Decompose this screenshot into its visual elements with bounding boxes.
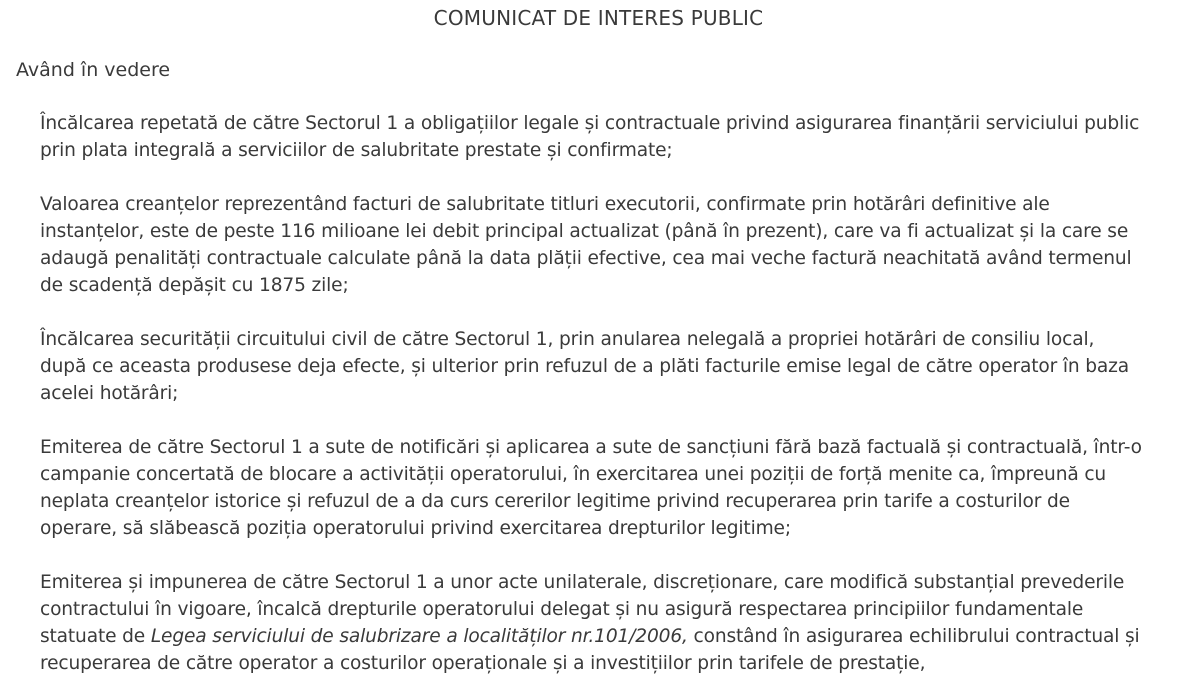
- intro-text: Având în vedere: [16, 59, 171, 81]
- paragraph-line: Încălcarea securității circuitului civil de către Sectorul 1, prin anularea nelegală a propriei hotărâri de consiliu local,: [40, 329, 1095, 350]
- paragraph-line: operare, să slăbească poziția operatorului privind exercitarea drepturilor legitime;: [40, 518, 791, 539]
- paragraph-line: recuperarea de către operator a costurilor operaționale și a investițiilor prin tarifele de prestație,: [40, 653, 926, 674]
- paragraph-line: de scadență depășit cu 1875 zile;: [40, 275, 349, 296]
- paragraph-line: după ce aceasta produsese deja efecte, și ulterior prin refuzul de a plăti facturile emise legal de către operator în baza: [40, 356, 1130, 377]
- paragraph-line: prin plata integrală a serviciilor de salubritate prestate și confirmate;: [40, 140, 673, 161]
- paragraph-line: Încălcarea repetată de către Sectorul 1 a obligațiilor legale și contractuale privind asigurarea finanțării serviciului public: [40, 113, 1140, 134]
- paragraph-5: [40, 569, 1190, 677]
- paragraph-1: [40, 110, 1190, 164]
- line-text: constând în asigurarea echilibrului contractual și: [687, 626, 1140, 647]
- page-title: COMUNICAT DE INTERES PUBLIC: [433, 6, 764, 30]
- paragraph-line-with-citation: [40, 623, 1190, 650]
- paragraph-line: instanțelor, este de peste 116 milioane lei debit principal actualizat (până în prezent), care va fi actualizat și la care se: [40, 221, 1129, 242]
- paragraph-line: acelei hotărâri;: [40, 383, 179, 404]
- paragraph-line: Emiterea de către Sectorul 1 a sute de notificări și aplicarea a sute de sancțiuni fără bază factuală și contractuală, într-o: [40, 437, 1142, 458]
- paragraph-line: neplata creanțelor istorice și refuzul de a da curs cererilor legitime privind recuperarea prin tarife a costurilor de: [40, 491, 1070, 512]
- paragraph-line: Emiterea și impunerea de către Sectorul 1 a unor acte unilaterale, discreționare, care modifică substanțial prevederile: [40, 572, 1125, 593]
- line-text: statuate de: [40, 626, 151, 647]
- paragraph-3: [40, 326, 1190, 407]
- paragraph-line: adaugă penalități contractuale calculate până la data plății efective, cea mai veche factură neachitată având termenul: [40, 248, 1132, 269]
- law-citation: Legea serviciului de salubrizare a localităților nr.101/2006,: [150, 626, 688, 647]
- paragraph-line: campanie concertată de blocare a activității operatorului, în exercitarea unei poziții de forță menite ca, împreună cu: [40, 464, 1107, 485]
- paragraph-2: [40, 191, 1190, 299]
- paragraph-line: Valoarea creanțelor reprezentând facturi de salubritate titluri executorii, confirmate prin hotărâri definitive ale: [40, 194, 1050, 215]
- paragraph-line: contractului în vigoare, încalcă drepturile operatorului delegat și nu asigură respectarea principiilor fundamentale: [40, 599, 1084, 620]
- paragraph-4: [40, 434, 1190, 542]
